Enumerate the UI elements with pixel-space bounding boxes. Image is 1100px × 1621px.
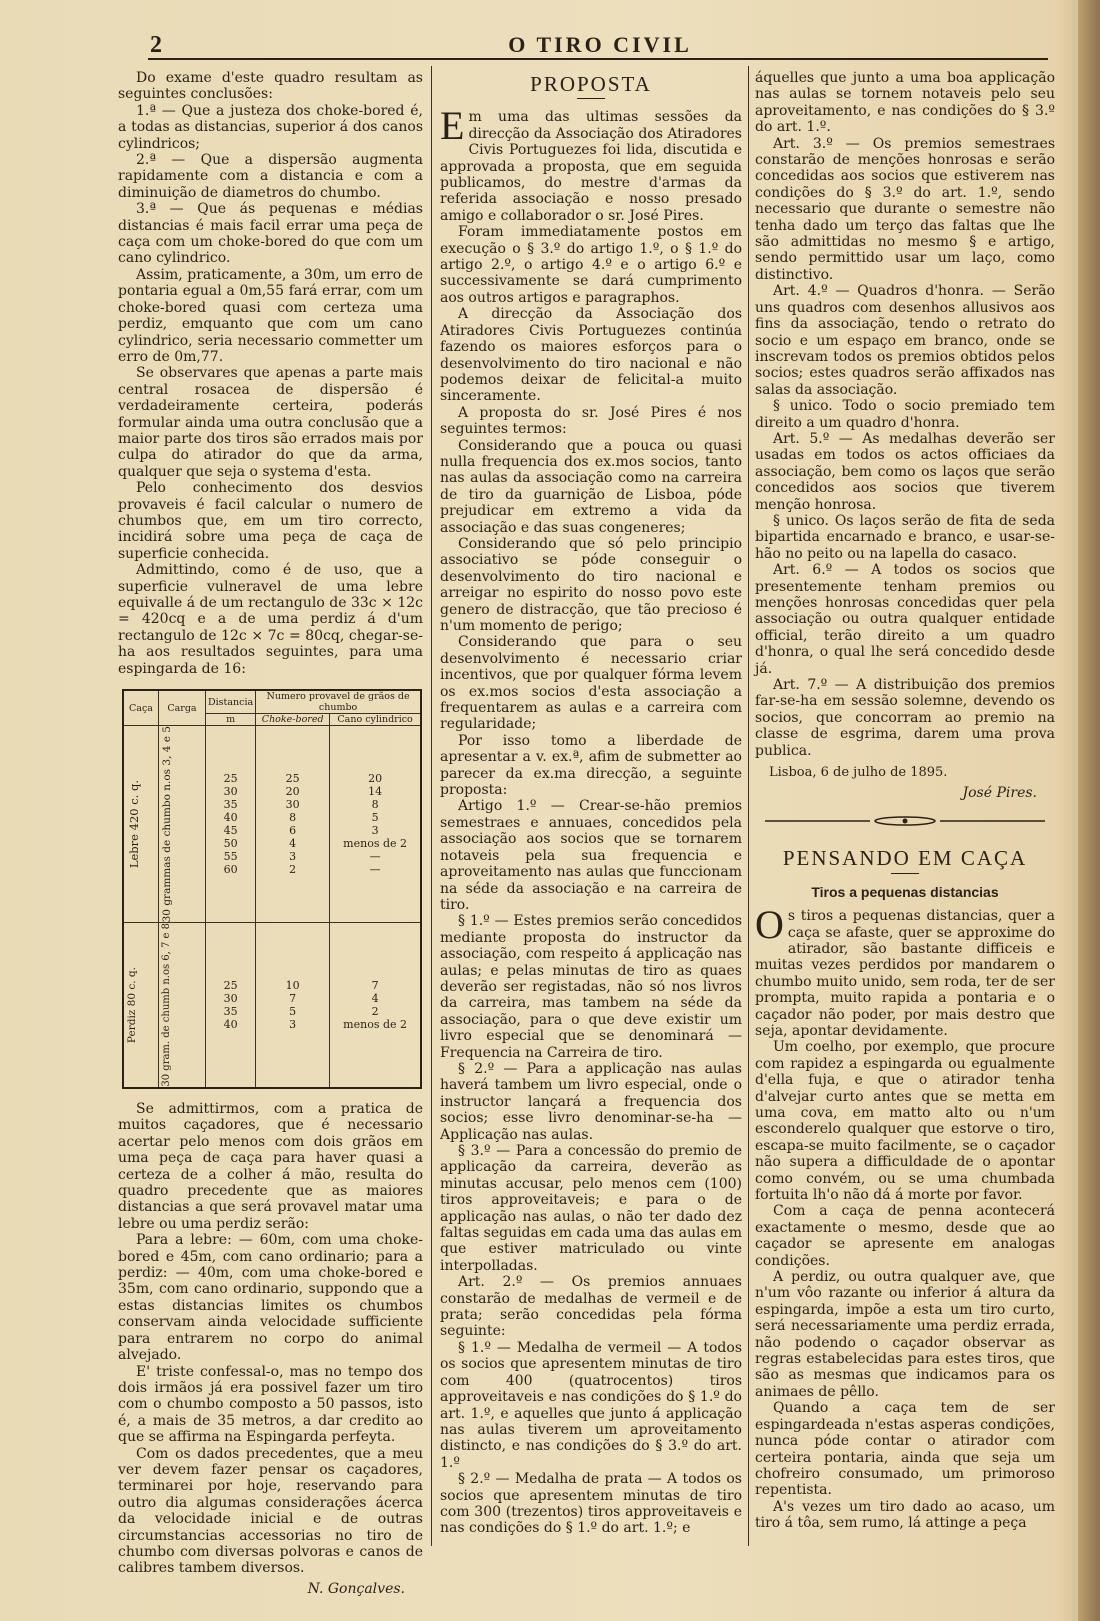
- paragraph: Artigo 1.º — Crear-se-hão premios semestraes e annuaes, concedidos pela associação aos socios que se tornarem notaveis pela sua frequencia e aproveitamento nas aulas que funccionam na séde da associação e na carreira de tiro.: [440, 798, 742, 913]
- left-column: [118, 70, 423, 1597]
- paragraph: Art. 4.º — Quadros d'honra. — Serão uns quadros com desenhos allusivos aos fins da associação, tendo o retrato do socio e um espaço em branco, onde se inscrevam todos os premios obtidos pelos socios; estes quadros serão affixados nas salas da associação.: [755, 283, 1055, 398]
- paragraph: Um coelho, por exemplo, que procure com rapidez a espingarda ou egualmente d'ella fuja, e que o atirador tenha d'alvejar curto antes que se metta em uma cova, em matto alto ou n'um esconderelo qualquer que estorve o tiro, escapa-se muito facilmente, se o caçador não supera a difficuldade de o apontar como convém, ou se uma chumbada fortuita lh'o não dá á morte por favor.: [755, 1039, 1055, 1203]
- paragraph: Art. 7.º — A distribuição dos premios far-se-ha em sessão solemne, devendo os socios, que concorram ao premio na classe de esgrima, darem uma prova publica.: [755, 677, 1055, 759]
- page-number: 2: [150, 32, 162, 58]
- ornamental-divider: [755, 816, 1055, 832]
- paragraph: 1.ª — Que a justeza dos choke-bored é, a todas as distancias, superior á dos canos cylindricos;: [118, 102, 423, 152]
- paragraph: Do exame d'este quadro resultam as seguintes conclusões:: [118, 70, 423, 103]
- paragraph: E' triste confessal-o, mas no tempo dos dois irmãos já era possivel fazer um tiro com o chumbo composto a 50 passos, isto é, a mais de 35 metros, a dar credito ao que se affirma na Espingarda perfeyta.: [118, 1363, 423, 1446]
- paragraph: Para a lebre: — 60m, com uma choke-bored e 45m, com cano ordinario; para a perdiz: — 40m, com uma choke-bored e 35m, com cano ordinario, suppondo que a estas distancias limites os chumbos conservam ainda velocidade sufficiente para entrarem no corpo do animal alvejado.: [118, 1232, 423, 1364]
- paragraph: 3.ª — Que ás pequenas e médias distancias é mais facil errar uma peça de caça com um choke-bored do que com um cano cylindrico.: [118, 201, 423, 267]
- masthead-title: O TIRO CIVIL: [508, 32, 692, 57]
- header-unit: m: [206, 714, 256, 726]
- page-header: [150, 30, 1050, 58]
- header-distancia: Distancia: [206, 690, 256, 714]
- paragraph: Quando a caça tem de ser espingardeada n'estas asperas condições, nunca póde contar o atirador com certeira pontaria, ainda que seja um chofreiro consumado, um primoroso repentista.: [755, 1400, 1055, 1499]
- table-cell: 7 4 2 menos de 2: [343, 979, 408, 1032]
- section-title-pensando: PENSANDO EM CAÇA: [782, 846, 1028, 871]
- ornament-icon: [765, 816, 1045, 826]
- column-divider: [748, 66, 749, 1546]
- paragraph: § unico. Todo o socio premiado tem direito a um quadro d'honra.: [755, 398, 1055, 431]
- table-cell: Perdiz 80 c. q.: [126, 967, 138, 1044]
- paragraph: Admittindo, como é de uso, que a superficie vulneravel de uma lebre equivalle á de um rectangulo de 33c × 12c = 420cq e a de uma perdiz á d'um rectangulo de 12c × 7c = 80cq, chegar-se-ha aos resultados seguintes, para uma espingarda de 16:: [118, 562, 423, 677]
- title-rule: [577, 98, 605, 99]
- paragraph: Art. 6.º — A todos os socios que presentemente tenham premios ou menções honrosas concedidas quer pela associação ou outra qualquer entidade official, terão direito a um quadro d'honra, o qual lhe será concedido desde já.: [755, 562, 1055, 677]
- right-column: [755, 70, 1055, 1532]
- column-divider: [431, 66, 432, 1546]
- drop-cap: E: [440, 103, 465, 149]
- author-signature: José Pires.: [962, 785, 1037, 802]
- header-carga: Carga: [159, 690, 206, 726]
- middle-column: [440, 70, 742, 1537]
- paragraph: Com a caça de penna acontecerá exactamente o mesmo, desde que ao caçador se apresente em analogas condições.: [755, 1203, 1055, 1269]
- paragraph: Assim, praticamente, a 30m, um erro de pontaria egual a 0m,55 fará errar, com um choke-bored quasi com certeza uma perdiz, emquanto que com um cano cylindrico, seria necessario commetter um erro de 0m,77.: [118, 266, 423, 365]
- paragraph: Se admittirmos, com a pratica de muitos caçadores, que é necessario acertar pelo menos com dois grãos em uma peça de caça para haver quasi a certeza de a colher á mão, resulta do quadro precedente que as maiores distancias a que será provavel matar uma lebre ou uma perdiz serão:: [118, 1101, 423, 1232]
- paragraph: Foram immediatamente postos em execução o § 3.º do artigo 1.º, o § 1.º do artigo 2.º, o artigo 4.º e o artigo 6.º e successivamente se dará cumprimento aos outros artigos e paragraphos.: [440, 224, 742, 306]
- paragraph: Art. 5.º — As medalhas deverão ser usadas em todos os actos officiaes da associação, bem como os laços que serão concedidos aos socios que tiverem menção honrosa.: [755, 430, 1055, 513]
- table-row: [123, 726, 421, 923]
- dispersion-table: [122, 689, 422, 1089]
- paragraph: § unico. Os laços serão de fita de seda bipartida encarnado e branco, e usar-se-hão no peito ou na lapella do casaco.: [755, 512, 1055, 562]
- table-row: [123, 923, 421, 1088]
- paragraph: § 2.º — Medalha de prata — A todos os socios que apresentem minutas de tiro com 300 (trezentos) tiros approveitaveis e nas condições do § 1.º do art. 1.º; e: [440, 1471, 742, 1537]
- lead-paragraph: Os tiros a pequenas distancias, quer a caça se afaste, quer se approxime do atirador, são bastante difficeis e muitas vezes perdidos por mandarem o chumbo muito unido, sem roda, ter de ser prompta, muito rapida a pontaria e o caçador não poder, por mais destro que seja, apontar devidamente.: [755, 902, 1055, 1039]
- page-edge: [1078, 0, 1100, 1621]
- lead-paragraph: Em uma das ultimas sessões da direcção da Associação dos Atiradores Civis Portuguezes foi lida, discutida e approvada a proposta, que em seguida publicamos, do mestre d'armas da referida associação e nosso presado amigo e collaborador o sr. José Pires.: [440, 103, 742, 224]
- paragraph: § 1.º — Estes premios serão concedidos mediante proposta do instructor da associação, com respeito á applicação nas aulas; e pelas minutas de tiro as quaes deverão ser registadas, não só nos livros da carreira, mas tambem na séde da associação, para o que deve existir um livro especial que se denominará — Frequencia na Carreira de tiro.: [440, 913, 742, 1061]
- author-signature: N. Gonçalves.: [307, 1580, 405, 1597]
- paragraph: § 2.º — Para a applicação nas aulas haverá tambem um livro especial, onde o instructor lançará a frequencia dos socios; esse livro denominar-se-ha — Applicação nas aulas.: [440, 1060, 742, 1143]
- paragraph: A's vezes um tiro dado ao acaso, um tiro á tôa, sem rumo, lá attinge a peça: [755, 1498, 1055, 1532]
- paragraph: Pelo conhecimento dos desvios provaveis é facil calcular o numero de chumbos que, em um tiro correcto, incidirá sobre uma peça de caça de superficie conhecida.: [118, 480, 423, 562]
- table-cell: 10 7 5 3: [285, 979, 300, 1032]
- table-cell: Lebre 420 c. q.: [127, 780, 141, 869]
- paragraph: áquelles que junto a uma boa applicação nas aulas se tornem notaveis pelo seu aproveitamento, e nas condições do § 3.º do art. 1.º.: [755, 70, 1055, 136]
- paragraph: A perdiz, ou outra qualquer ave, que n'um vôo razante ou inferior á altura da espingarda, impõe a esta um tiro curto, será necessariamente uma perdiz errada, não podendo o caçador observar as regras estabelecidas para estes tiros, que são as mesmas que indicamos para os animaes de pêllo.: [755, 1269, 1055, 1400]
- paragraph: Por isso tomo a liberdade de apresentar a v. ex.ª, afim de submetter ao parecer da ex.ma direcção, a seguinte proposta:: [440, 732, 742, 799]
- paragraph: § 3.º — Para a concessão do premio de applicação da carreira, deverão as minutas accusar, pelo menos cem (100) tiros approveitaveis; e para o de applicação nas aulas, o não ter dado dez faltas seguidas em cada uma das aulas em que estiver matriculado ou vinte interpolladas.: [440, 1143, 742, 1274]
- paragraph: Considerando que para o seu desenvolvimento é necessario criar incentivos, que por qualquer fórma levem os ex.mos socios d'esta associação a frequentarem as aulas e a carreira com regularidade;: [440, 634, 742, 733]
- table-cell: 20 14 8 5 3 menos de 2 — —: [343, 772, 408, 877]
- paragraph: § 1.º — Medalha de vermeil — A todos os socios que apresentem minutas de tiro com 400 (quatrocentos) tiros approveitaveis e nas condições do § 1.º do art. 1.º, e aquelles que junto á applicação nas aulas tiverem um aproveitamento distincto, e nas condições do § 3.º do art. 1.º: [440, 1339, 742, 1471]
- dateline: Lisboa, 6 de julho de 1895.: [769, 765, 948, 781]
- drop-cap: O: [755, 902, 784, 948]
- table-cell: 25 30 35 40 45 50 55 60: [223, 772, 238, 877]
- header-caca: Caça: [123, 690, 159, 726]
- table-cell: 30 gram. de chumb n.os 6, 7 e 8: [161, 923, 172, 1088]
- table-cell: 25 30 35 40: [223, 979, 238, 1032]
- paragraph: Com os dados precedentes, que a meu ver devem fazer pensar os caçadores, terminarei por hoje, reservando para outro dia algumas considerações ácerca da velocidade inicial e de outras circumstancias accessorias no tiro de chumbo com diversas polvoras e canos de calibres tambem diversos.: [118, 1445, 423, 1577]
- header-numero: Numero provavel de grãos de chumbo: [256, 690, 421, 714]
- table-cell: 25 20 30 8 6 4 3 2: [285, 772, 300, 877]
- paragraph: A direcção da Associação dos Atiradores Civis Portuguezes continúa fazendo os maiores esforços para o desenvolvimento do tiro nacional e não podemos deixar de felicital-a muito sinceramente.: [440, 306, 742, 405]
- paragraph: Considerando que a pouca ou quasi nulla frequencia dos ex.mos socios, tanto nas aulas da associação como na carreira de tiro da guarnição de Lisboa, póde prejudicar em extremo a vida da associação e das suas congeneres;: [440, 437, 742, 536]
- section-title-proposta: PROPOSTA: [530, 72, 652, 96]
- paragraph: A proposta do sr. José Pires é nos seguintes termos:: [440, 404, 742, 438]
- header-rule: [148, 58, 1048, 60]
- paragraph: Considerando que só pelo principio associativo se póde conseguir o desenvolvimento do tiro nacional e arreigar no espirito do nosso povo este genero de distracção, que tão precioso é n'um momento de perigo;: [440, 535, 742, 634]
- table-cell: 30 grammas de chumbo n.os 3, 4 e 5: [161, 726, 173, 923]
- header-cano: Cano cylindrico: [330, 714, 421, 726]
- paragraph: Art. 2.º — Os premios annuaes constarão de medalhas de vermeil e de prata; serão concedidas pela fórma seguinte:: [440, 1274, 742, 1340]
- header-choke: Choke-bored: [256, 714, 330, 726]
- paragraph: 2.ª — Que a dispersão augmenta rapidamente com a distancia e com a diminuição de diametros do chumbo.: [118, 152, 423, 201]
- title-rule: [891, 873, 919, 874]
- paragraph: Art. 3.º — Os premios semestraes constarão de menções honrosas e serão concedidas aos socios que estiverem nas condições do § 3.º do art. 1.º, sendo necessario que durante o semestre não tenha dado um terço das faltas que lhe são admittidas no mesmo § e artigo, sendo permittido usar um laço, como distinctivo.: [755, 135, 1055, 283]
- section-subtitle: Tiros a pequenas distancias: [811, 883, 999, 900]
- paragraph: Se observares que apenas a parte mais central rosacea de dispersão é verdadeiramente certeira, poderás formular ainda uma outra conclusão que a maior parte dos tiros são errados mais por culpa do atirador do que da arma, qualquer que seja o systema d'esta.: [118, 365, 423, 480]
